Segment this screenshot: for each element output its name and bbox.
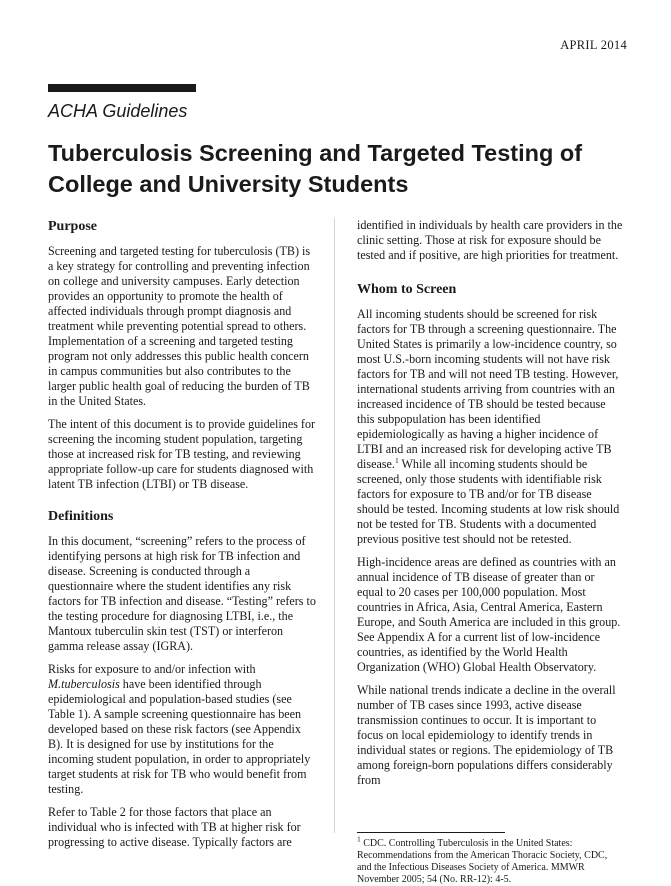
definitions-heading: Definitions [48, 509, 114, 524]
definitions-paragraph-3: Refer to Table 2 for those factors that place an individual who is infected with TB at higher risk for progressing to active disease. Typically factors are [48, 805, 301, 849]
publication-date: APRIL 2014 [560, 38, 627, 52]
definitions-paragraph-2: Risks for exposure to and/or infection with M.tuberculosis have been identified through epidemiological and population-based studies (see Table 1). A sample screening questionnaire has been developed based on these risk factors (see Appendix B). It is designed for use by institutions for the incoming student population, in order to appropriately target students at risk for TB who would benefit from testing. [48, 662, 311, 796]
whom-paragraph-3: While national trends indicate a decline in the overall number of TB cases since 1993, active disease transmission continues to occur. It is important to focus on local epidemiology to identify trends in individual states or regions. The epidemiology of TB among foreign-born populations differs considerably from [357, 683, 616, 787]
left-column [48, 218, 317, 858]
whom-paragraph-2: High-incidence areas are defined as countries with an annual incidence of TB disease of greater than or equal to 20 cases per 100,000 population. Most countries in Africa, Asia, Central America, Eastern Europe, and South America are included in this group. See Appendix A for a current list of low-incidence countries, as identified by the World Health Organization (WHO) Global Health Observatory. [357, 555, 621, 674]
whom-paragraph-1: All incoming students should be screened for risk factors for TB through a screening questionnaire. The United States is primarily a low-incidence country, so most U.S.-born incoming students will not have risk factors for TB and will not need TB testing. However, international students arriving from countries with an increased incidence of TB should be tested because this subpopulation has been identified epidemiologically as having a higher incidence of LTBI and an increased risk for developing active TB disease.$^1$ While all incoming students should be screened, only those students with identifiable risk factors for exposure to TB and/or for TB disease should be tested. Incoming students at low risk should not be tested for TB. Students with a documented previous positive test should not be retested. [357, 307, 620, 546]
footnote-rule [357, 832, 505, 833]
purpose-paragraph-2: The intent of this document is to provide guidelines for screening the incoming student population, targeting those at increased risk for TB testing, and reviewing appropriate follow-up care for students diagnosed with latent TB infection (LTBI) or TB disease. [48, 417, 316, 491]
whom-to-screen-heading: Whom to Screen [357, 282, 457, 297]
purpose-paragraph-1: Screening and targeted testing for tuberculosis (TB) is a key strategy for controlling and preventing infection on college and university campuses. Early detection provides an opportunity to promote the health of affected individuals through prompt diagnosis and treatment while preventing potential spread to others. Implementation of a screening and targeted testing program not only addresses this public health concern in campus communities but also contributes to the larger public health goal of reducing the burden of TB in the United States. [48, 244, 311, 408]
footnote-marker: 1 [357, 834, 361, 844]
document-title: Tuberculosis Screening and Targeted Testing of College and University Students [48, 140, 583, 197]
right-column [357, 218, 623, 886]
purpose-heading: Purpose [48, 219, 97, 234]
header-rule [48, 84, 196, 92]
column-divider [334, 218, 335, 833]
definitions-paragraph-1: In this document, “screening” refers to the process of identifying persons at high risk for TB infection and disease. Screening is conducted through a questionnaire where the student identifies any risk factors for TB infection and disease. “Testing” refers to the testing procedure for diagnosing LTBI, i.e., the Mantoux tuberculin skin test (TST) or interferon gamma release assay (IGRA). [48, 534, 316, 653]
series-label: ACHA Guidelines [48, 101, 188, 121]
footnote [357, 834, 623, 886]
continued-paragraph: identified in individuals by health care providers in the clinic setting. Those at risk for exposure should be tested and if positive, are high priorities for treatment. [357, 218, 623, 262]
footnote-text: CDC. Controlling Tuberculosis in the United States: Recommendations from the American Thoracic Society, CDC, and the Infectious Diseases Society of America. MMWR November 2005; 54 (No. RR-12): 4-5. [357, 838, 608, 885]
footnote-ref: 1 [394, 455, 399, 465]
organism-name: M.tuberculosis [48, 677, 120, 691]
